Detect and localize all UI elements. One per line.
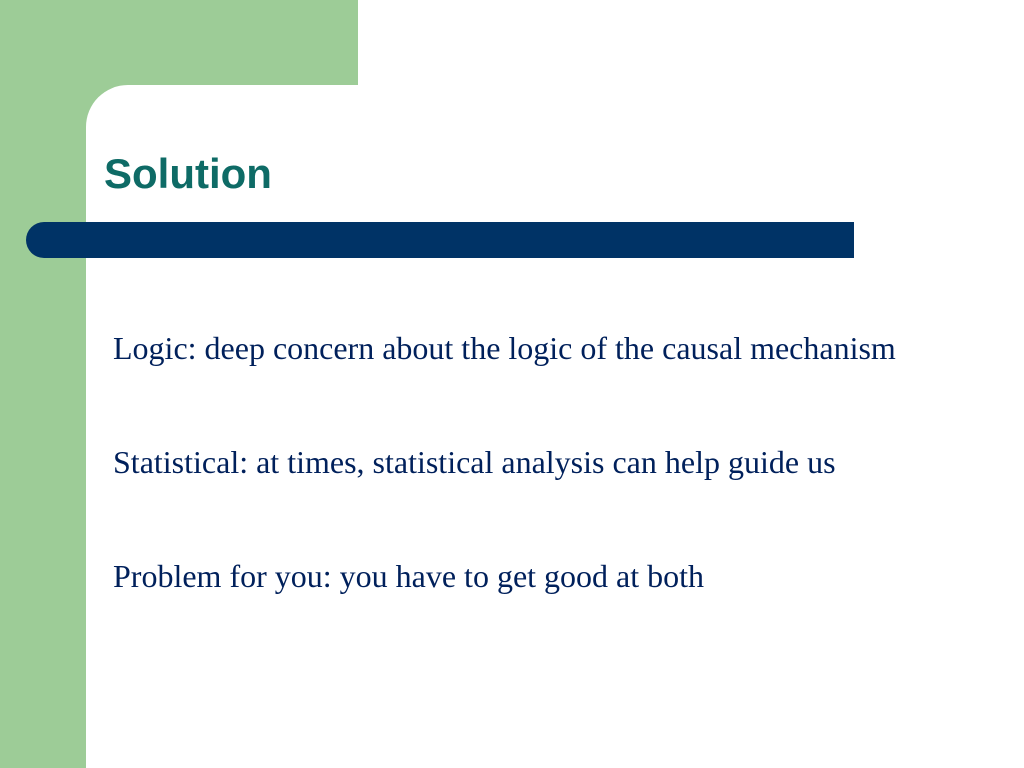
bullet-list (113, 326, 983, 668)
slide-title: Solution (104, 150, 272, 197)
bullet-item-logic: Logic: deep concern about the logic of the causal mechanism (113, 330, 896, 366)
white-top-area (358, 0, 1024, 85)
title-divider-bar (26, 222, 854, 258)
bullet-item-statistical: Statistical: at times, statistical analysis can help guide us (113, 444, 836, 480)
bullet-item-problem: Problem for you: you have to get good at both (113, 558, 705, 594)
